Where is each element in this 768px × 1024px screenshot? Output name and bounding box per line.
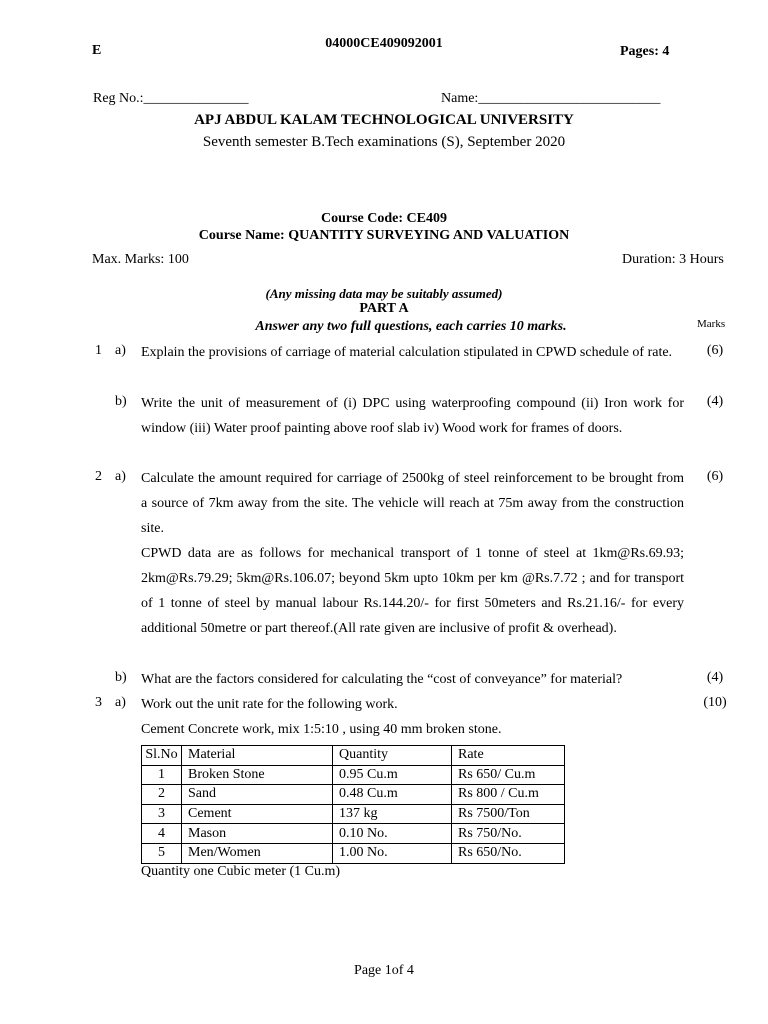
question-marks: (4) bbox=[706, 670, 724, 685]
question-marks: (6) bbox=[706, 343, 724, 358]
table-header-cell: Material bbox=[182, 746, 333, 766]
table-footnote: Quantity one Cubic meter (1 Cu.m) bbox=[141, 864, 341, 879]
table-cell: 5 bbox=[142, 843, 182, 863]
table-cell: 1 bbox=[142, 765, 182, 785]
series-label: E bbox=[92, 43, 102, 58]
university-name: APJ ABDUL KALAM TECHNOLOGICAL UNIVERSITY bbox=[194, 112, 574, 128]
question-text: Calculate the amount required for carriage of 2500kg of steel reinforcement to be brought from a source of 7km away from the site. The vehicle will reach at 75m away from the construction site. bbox=[141, 471, 684, 536]
table-cell: Rs 7500/Ton bbox=[452, 804, 565, 824]
table-cell: 137 kg bbox=[333, 804, 452, 824]
table-header-cell: Rate bbox=[452, 746, 565, 766]
part-heading: PART A bbox=[359, 301, 409, 316]
table-row bbox=[142, 824, 565, 844]
question-text: Explain the provisions of carriage of material calculation stipulated in CPWD schedule of rate. bbox=[141, 345, 673, 360]
page-number: Page 1of 4 bbox=[354, 963, 414, 978]
table-cell: 0.10 No. bbox=[333, 824, 452, 844]
table-cell: Cement bbox=[182, 804, 333, 824]
table-cell: Sand bbox=[182, 785, 333, 805]
max-marks: Max. Marks: 100 bbox=[92, 252, 189, 267]
question-text: Work out the unit rate for the following work. bbox=[141, 697, 398, 712]
table-header-cell: Quantity bbox=[333, 746, 452, 766]
part-instruction: Answer any two full questions, each carries 10 marks. bbox=[255, 319, 567, 334]
table-cell: Rs 750/No. bbox=[452, 824, 565, 844]
question-text: Write the unit of measurement of (i) DPC using waterproofing compound (ii) Iron work for window (iii) Water proof painting above roof slab iv) Wood work for frames of doors. bbox=[141, 396, 684, 436]
table-header-row bbox=[142, 746, 565, 766]
subquestion-label: a) bbox=[115, 343, 126, 358]
marks-heading: Marks bbox=[697, 318, 726, 330]
table-row bbox=[142, 785, 565, 805]
subquestion-label: a) bbox=[115, 695, 126, 710]
table-cell: 2 bbox=[142, 785, 182, 805]
table-cell: 0.48 Cu.m bbox=[333, 785, 452, 805]
table-cell: Broken Stone bbox=[182, 765, 333, 785]
subquestion-label: b) bbox=[115, 394, 127, 409]
table-cell: 4 bbox=[142, 824, 182, 844]
course-code: Course Code: CE409 bbox=[321, 211, 447, 226]
table-cell: 0.95 Cu.m bbox=[333, 765, 452, 785]
subquestion-label: a) bbox=[115, 469, 126, 484]
question-subtext: Cement Concrete work, mix 1:5:10 , using 40 mm broken stone. bbox=[141, 722, 502, 737]
question-number: 2 bbox=[95, 469, 102, 484]
name-field: Name:__________________________ bbox=[441, 91, 661, 106]
course-name: Course Name: QUANTITY SURVEYING AND VALUATION bbox=[198, 228, 570, 243]
table-row bbox=[142, 765, 565, 785]
question-marks: (6) bbox=[706, 469, 724, 484]
table-cell: 3 bbox=[142, 804, 182, 824]
table-cell: Rs 650/ Cu.m bbox=[452, 765, 565, 785]
question-text: What are the factors considered for calculating the “cost of conveyance” for material? bbox=[141, 672, 623, 687]
table-row bbox=[142, 804, 565, 824]
table-cell: 1.00 No. bbox=[333, 843, 452, 863]
instructions-note: (Any missing data may be suitably assumed) bbox=[265, 286, 503, 301]
table-cell: Mason bbox=[182, 824, 333, 844]
table-row bbox=[142, 843, 565, 863]
subquestion-label: b) bbox=[115, 670, 127, 685]
table-header-cell: Sl.No bbox=[142, 746, 182, 766]
table-cell: Men/Women bbox=[182, 843, 333, 863]
question-number: 1 bbox=[95, 343, 102, 358]
paper-code: 04000CE409092001 bbox=[325, 36, 443, 51]
page-count: Pages: 4 bbox=[620, 44, 670, 59]
rate-table bbox=[141, 745, 565, 864]
exam-title: Seventh semester B.Tech examinations (S), September 2020 bbox=[202, 134, 566, 150]
question-number: 3 bbox=[95, 695, 102, 710]
table-cell: Rs 650/No. bbox=[452, 843, 565, 863]
question-data-text: CPWD data are as follows for mechanical transport of 1 tonne of steel at 1km@Rs.69.93; 2km@Rs.79.29; 5km@Rs.106.07; beyond 5km upto 10km per km @Rs.7.72 ; and for transport of 1 tonne of steel by manual labour Rs.144.20/- for first 50meters and Rs.21.16/- for every additional 50metre or part thereof.(All rate given are inclusive of profit & overhead). bbox=[141, 546, 684, 636]
table-cell: Rs 800 / Cu.m bbox=[452, 785, 565, 805]
reg-no-field: Reg No.:_______________ bbox=[93, 91, 249, 106]
question-marks: (4) bbox=[706, 394, 724, 409]
duration: Duration: 3 Hours bbox=[622, 252, 724, 267]
question-marks: (10) bbox=[703, 695, 727, 710]
